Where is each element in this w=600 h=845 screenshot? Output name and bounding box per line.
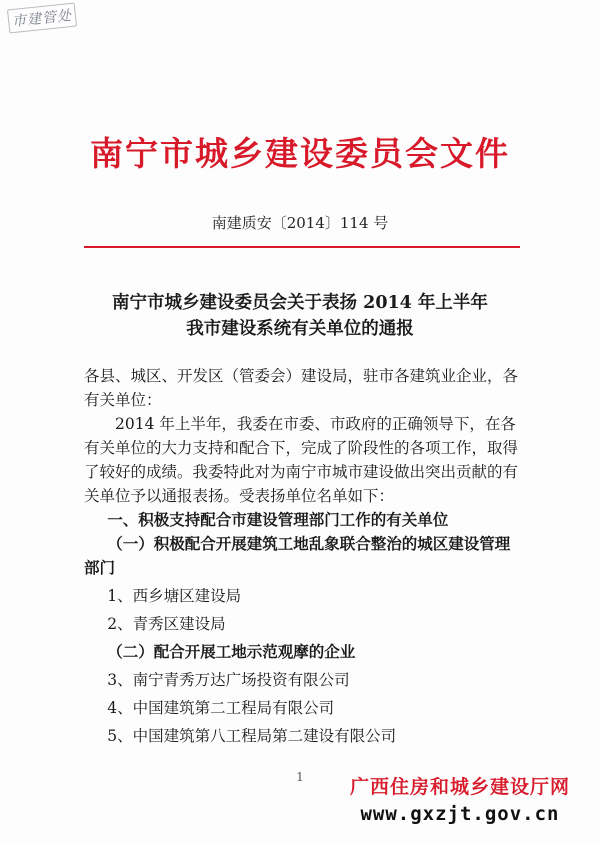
watermark-url: www.gxzjt.gov.cn — [360, 803, 560, 825]
subsection-heading-2: （二）配合开展工地示范观摩的企业 — [107, 642, 356, 661]
notice-title-line2: 我市建设系统有关单位的通报 — [186, 319, 414, 339]
list-item: 2、青秀区建设局 — [107, 615, 226, 633]
site-watermark — [350, 772, 570, 825]
watermark-title: 广西住房和城乡建设厅网 — [349, 776, 570, 798]
notice-title — [0, 290, 600, 342]
document-header-title: 南宁市城乡建设委员会文件 — [90, 134, 510, 173]
section-heading-1: 一、积极支持配合市建设管理部门工作的有关单位 — [107, 510, 449, 529]
intro-paragraph: 2014 年上半年，我委在市委、市政府的正确领导下，在各有关单位的大力支持和配合下，完成了阶段性的各项工作，取得了较好的成绩。我委特此对为南宁市城市建设做出突出贡献的有关单位予以通报表扬。受表扬单位名单如下： — [84, 415, 519, 505]
document-number: 南建质安〔2014〕114 号 — [211, 214, 389, 232]
subsection-heading-1: （一）积极配合开展建筑工地乱象联合整治的城区建设管理部门 — [84, 534, 511, 577]
page-number: 1 — [296, 770, 304, 784]
addressee: 各县、城区、开发区（管委会）建设局，驻市各建筑业企业，各有关单位： — [84, 367, 519, 409]
notice-title-line1: 南宁市城乡建设委员会关于表扬 2014 年上半年 — [112, 293, 488, 313]
list-item: 1、西乡塘区建设局 — [107, 587, 242, 605]
handwritten-note: 市建管处 — [7, 3, 77, 34]
document-body — [84, 364, 524, 748]
list-item: 3、南宁青秀万达广场投资有限公司 — [107, 671, 350, 689]
list-item: 4、中国建筑第二工程局有限公司 — [107, 699, 335, 717]
red-divider — [84, 246, 520, 248]
list-item: 5、中国建筑第八工程局第二建设有限公司 — [107, 727, 397, 745]
